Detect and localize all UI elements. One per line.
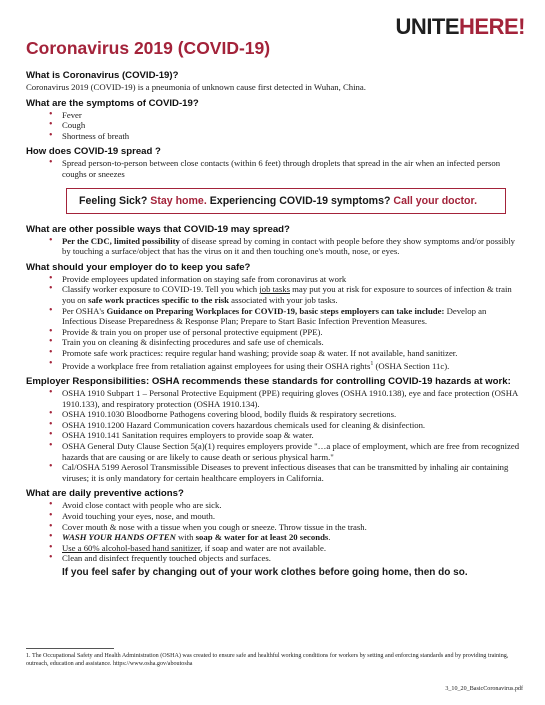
section-responsibilities [26, 376, 523, 483]
section-what-is [26, 70, 523, 93]
list-item: • Cal/OSHA 5199 Aerosol Transmissible Diseases to prevent infectious diseases that can be transmitted by inhaling air containing viruses; it is only mandatory for certain healthcare employers in California. [62, 462, 523, 483]
section-heading: Employer Responsibilities: OSHA recommends these standards for controlling COVID-19 hazards at work: [26, 375, 511, 387]
list-item: • WASH YOUR HANDS OFTEN with soap & water for at least 20 seconds. [62, 532, 523, 543]
list-item: • Avoid touching your eyes, nose, and mouth. [62, 511, 523, 522]
warning-banner: Feeling Sick? Stay home. Experiencing COVID-19 symptoms? Call your doctor. [66, 188, 506, 214]
section-employer [26, 262, 523, 371]
final-statement: If you feel safer by changing out of your work clothes before going home, then do so. [62, 566, 468, 578]
list-item: • Fever [62, 110, 523, 121]
list-item: • OSHA 1910 Subpart 1 – Personal Protective Equipment (PPE) requiring gloves (OSHA 1910.138), eye and face protection (OSHA 1910.133), and respiratory protection (OSHA 1910.134). [62, 388, 523, 409]
section-heading: What are the symptoms of COVID-19? [26, 97, 199, 109]
preventive-list [26, 500, 523, 564]
list-item: • Avoid close contact with people who are sick. [62, 500, 523, 511]
section-other-spread [26, 224, 523, 257]
file-id: 3_10_20_BasicCoronavirus.pdf [445, 686, 523, 692]
list-item: • Provide a workplace free from retaliation against employees for using their OSHA rights$^1$ (OSHA Section 11c). [62, 359, 523, 371]
page-title: Coronavirus 2019 (COVID-19) [26, 38, 271, 58]
list-item: • Cover mouth & nose with a tissue when you cough or sneeze. Throw tissue in the trash. [62, 522, 523, 533]
section-heading: How does COVID-19 spread ? [26, 146, 161, 158]
footnote-divider [26, 648, 114, 649]
list-item: • OSHA 1910.1200 Hazard Communication covers hazardous chemicals used for cleaning & disinfection. [62, 420, 523, 431]
unite-here-logo: UNITEHERE! [395, 14, 525, 39]
list-item: • Classify worker exposure to COVID-19. Tell you which job tasks may put you at risk for exposure to sources of infection & train you on safe work practices specific to the risk associated with your job tasks. [62, 284, 523, 305]
section-heading: What should your employer do to keep you safe? [26, 261, 251, 273]
list-item: • Cough [62, 120, 523, 131]
section-symptoms [26, 98, 523, 142]
list-item: • Per OSHA's Guidance on Preparing Workplaces for COVID-19, basic steps employers can take include: Develop an Infectious Disease Preparedness & Response Plan; Prepare to Start Basic Infection Prevention Measures. [62, 306, 523, 327]
section-heading: What are other possible ways that COVID-19 may spread? [26, 223, 290, 235]
document-body [26, 70, 523, 582]
other-spread-list [26, 236, 523, 257]
list-item: • Provide employees updated information on staying safe from coronavirus at work [62, 274, 523, 285]
list-item: • Promote safe work practices: require regular hand washing; provide soap & water. If not available, hand sanitizer. [62, 348, 523, 359]
list-item: • Shortness of breath [62, 131, 523, 142]
list-item: • Use a 60% alcohol-based hand sanitizer, if soap and water are not available. [62, 543, 523, 554]
responsibilities-list [26, 388, 523, 483]
list-item: • Spread person-to-person between close contacts (within 6 feet) through droplets that spread in the air when an infected person coughs or sneezes [62, 158, 523, 179]
section-spread [26, 146, 523, 179]
footnote: 1. The Occupational Safety and Health Administration (OSHA) was created to ensure safe and healthful working conditions for workers by setting and enforcing standards and by providing training, outreach, education and assistance. https://www.osha.gov/aboutosha [26, 653, 509, 668]
list-item: • OSHA General Duty Clause Section 5(a)(1) requires employers provide "…a place of employment, which are free from recognized hazards that are causing or are likely to cause death or serious physical harm." [62, 441, 523, 462]
list-item: • Per the CDC, limited possibility of disease spread by coming in contact with people before they show symptoms and/or possibly by touching a surface/object that has the virus on it and then touching one's mouth, nose, or eyes. [62, 236, 523, 257]
section-heading: What are daily preventive actions? [26, 488, 184, 500]
list-item: • OSHA 1910.141 Sanitation requires employers to provide soap & water. [62, 430, 523, 441]
employer-list [26, 274, 523, 371]
symptoms-list [26, 110, 523, 142]
list-item: • OSHA 1910.1030 Bloodborne Pathogens covering blood, bodily fluids & respiratory secretions. [62, 409, 523, 420]
section-preventive [26, 488, 523, 579]
list-item: • Train you on cleaning & disinfecting procedures and safe use of chemicals. [62, 337, 523, 348]
spread-list [26, 158, 523, 179]
section-text: Coronavirus 2019 (COVID-19) is a pneumonia of unknown cause first detected in Wuhan, China. [26, 82, 366, 92]
list-item: • Provide & train you on proper use of personal protective equipment (PPE). [62, 327, 523, 338]
list-item: • Clean and disinfect frequently touched objects and surfaces. [62, 553, 523, 564]
section-heading: What is Coronavirus (COVID-19)? [26, 70, 179, 81]
